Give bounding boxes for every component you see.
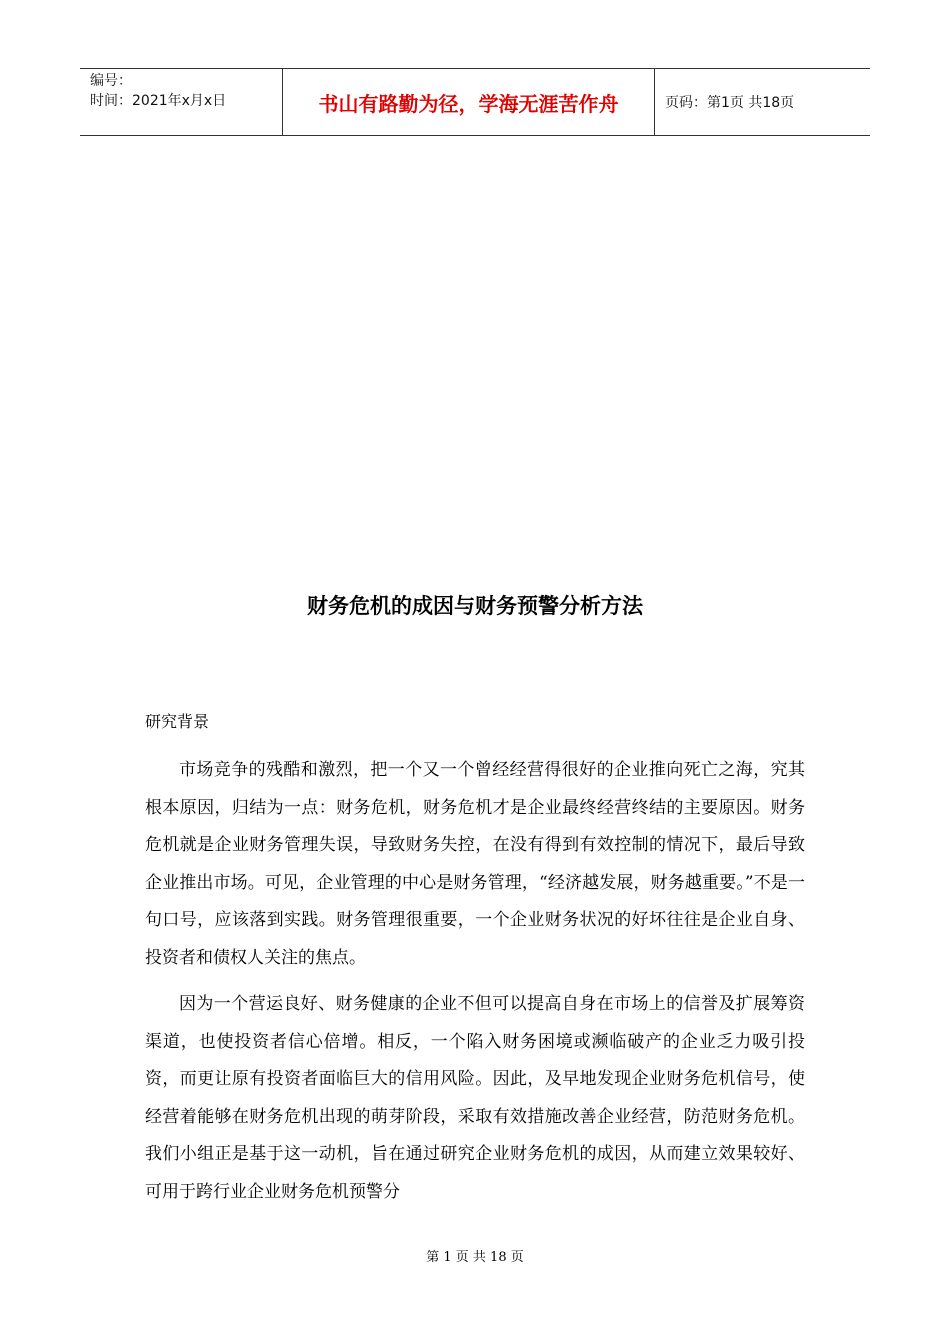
paragraph-1: 市场竞争的残酷和激烈，把一个又一个曾经经营得很好的企业推向死亡之海，究其根本原因，归结为一点：财务危机，财务危机才是企业最终经营终结的主要原因。财务危机就是企业财务管理失误，导致财务失控，在没有得到有效控制的情况下，最后导致企业推出市场。可见，企业管理的中心是财务管理，“经济越发展，财务越重要。”不是一句口号，应该落到实践。财务管理很重要，一个企业财务状况的好坏往往是企业自身、投资者和债权人关注的焦点。 [145, 760, 805, 968]
page-header [80, 68, 870, 136]
page-footer: 第 1 页 共 18 页 [426, 1250, 524, 1265]
section-heading: 研究背景 [145, 712, 210, 731]
document-id-label: 编号： [90, 73, 132, 89]
header-meta [80, 69, 282, 135]
header-motto: 书山有路勤为径，学海无涯苦作舟 [282, 69, 655, 135]
header-page-info: 页码：第1页 共18页 [665, 95, 795, 111]
document-title: 财务危机的成因与财务预警分析方法 [307, 594, 643, 618]
document-time-label: 时间：2021年x月x日 [90, 93, 227, 109]
paragraph-2: 因为一个营运良好、财务健康的企业不但可以提高自身在市场上的信誉及扩展筹资渠道，也使投资者信心倍增。相反，一个陷入财务困境或濒临破产的企业乏力吸引投资，而更让原有投资者面临巨大的信用风险。因此，及早地发现企业财务危机信号，使经营着能够在财务危机出现的萌芽阶段，采取有效措施改善企业经营，防范财务危机。我们小组正是基于这一动机，旨在通过研究企业财务危机的成因，从而建立效果较好、可用于跨行业企业财务危机预警分 [145, 994, 805, 1202]
